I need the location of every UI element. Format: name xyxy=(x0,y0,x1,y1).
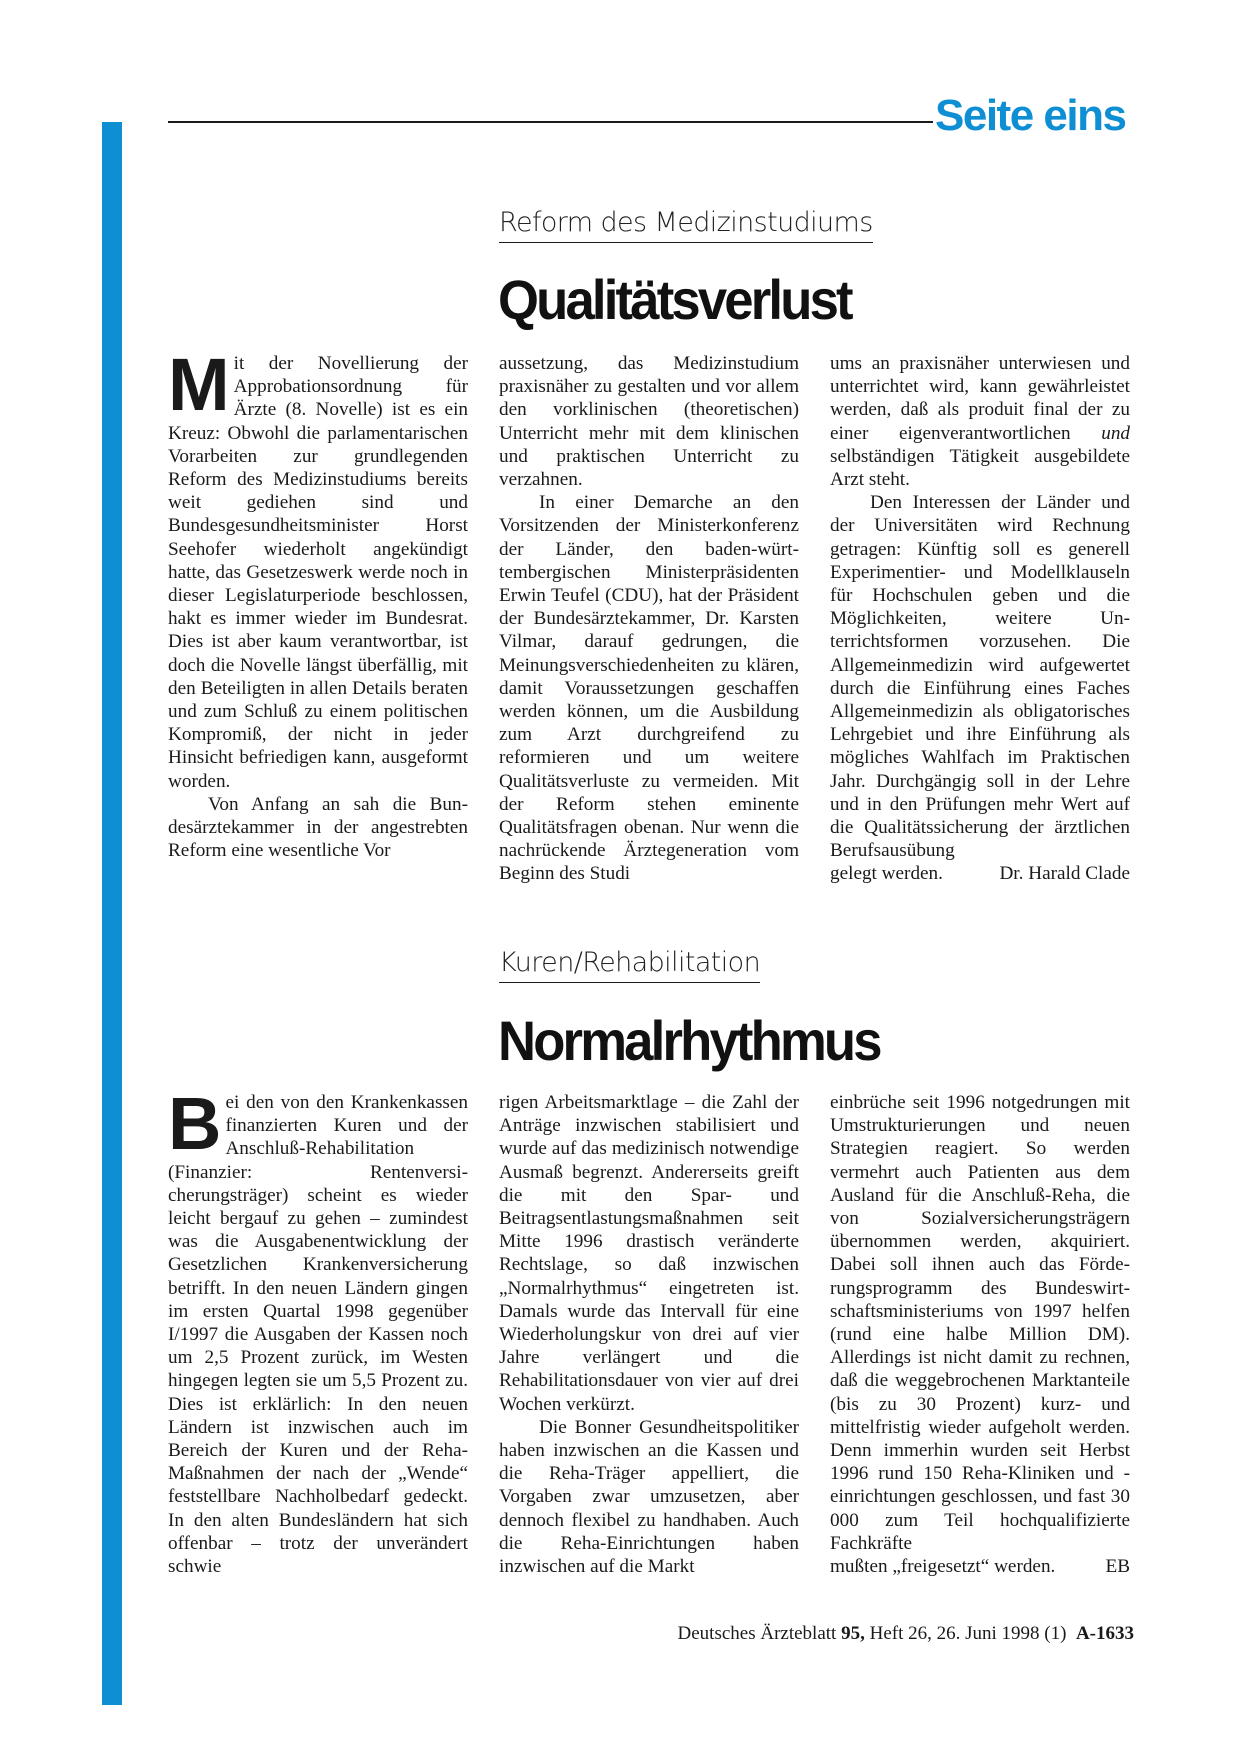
footer-volume: 95, xyxy=(841,1623,865,1644)
article2-column-1 xyxy=(168,1082,468,1578)
footer-page-number: A-1633 xyxy=(1075,1623,1134,1644)
accent-sidebar-bar xyxy=(102,122,122,1705)
article1-headline: Qualitätsverlust xyxy=(498,268,851,331)
article1-kicker: Reform des Medizinstudiums xyxy=(499,207,873,243)
article2-kicker: Kuren/Rehabilitation xyxy=(499,947,760,983)
article1-col2-paragraph-2: In einer Demarche an den Vorsitzenden der Ministerkonferenz der Länder, den baden-württembergischen Ministerpräsidenten Erwin Teufel (CDU), hat der Präsident der Bundesärztekammer, Dr. Karsten Vilmar, darauf gedrungen, die Meinungsverschiedenheiten zu klären, damit Voraussetzungen geschaffen werden können, um die Ausbildung zum Arzt durchgreifend zu reformieren und um weitere Qualitätsverluste zu vermeiden. Mit der Reform stehen eminente Qualitätsfragen obenan. Nur wenn die nachrückende Ärztegeneration vom Beginn des Studi xyxy=(499,492,799,885)
page-footer xyxy=(678,1623,1134,1645)
article1-col3-emphasis: und xyxy=(1101,422,1130,444)
article1-col1-paragraph-1: it der Novellierung der Approbationsordnung für Ärzte (8. Novelle) ist es ein Kreuz: Obwohl die parlamentarischen Vorarbeiten zur grundlegenden Reform des Medizinstudiums bereits weit gediehen sind und Bundesgesundheitsminister Horst Seehofer wiederholt angekündigt hatte, das Gesetzeswerk werde noch in dieser Legislaturperiode beschlossen, hakt es immer wieder im Bundesrat. Dies ist aber kaum verantwortbar, ist doch die Novelle längst überfällig, mit den Beteiligten in allen Details beraten und zum Schluß zu einem politischen Kompromiß, der nicht in jeder Hinsicht befriedigen kann, ausgeformt worden. xyxy=(168,353,468,792)
article1-author: Dr. Harald Clade xyxy=(999,863,1130,885)
article2-col2-paragraph-1: rigen Arbeitsmarktlage – die Zahl der Anträge inzwischen stabilisiert und wurde auf das medizinisch notwendige Ausmaß begrenzt. Andererseits greift die mit den Spar- und Beitragsentlastungsmaßnahmen seit Mitte 1996 drastisch veränderte Rechtslage, so daß inzwischen „Normalrhythmus“ eingetreten ist. Damals wurde das Intervall für eine Wiederholungskur von drei auf vier Jahre verlängert und die Rehabilitationsdauer von vier auf drei Wochen verkürzt. xyxy=(499,1092,799,1415)
article1-last-line: gelegt werden. xyxy=(830,863,943,885)
article1-col3-paragraph-1 xyxy=(830,352,1130,491)
article1-dropcap: M xyxy=(168,343,228,426)
article2-author: EB xyxy=(1105,1556,1130,1578)
article1-col1-paragraph-2: Von Anfang an sah die Bundesärztekammer in der angestrebten Reform eine wesentliche Vor xyxy=(168,793,468,862)
article2-byline-row xyxy=(830,1555,1130,1578)
article2-headline: Normalrhythmus xyxy=(498,1009,880,1072)
header-rule xyxy=(168,121,933,123)
article2-dropcap: B xyxy=(168,1082,220,1165)
article2-col2-paragraph-2: Die Bonner Gesundheitspolitiker haben inzwischen an die Kassen und die Reha-Träger appelliert, die Vorgaben zwar umzusetzen, aber dennoch flexibel zu handhaben. Auch die Reha-Einrichtungen haben inzwischen auf die Markt xyxy=(499,1416,799,1578)
article1-column-1 xyxy=(168,343,468,862)
article1-byline-row xyxy=(830,862,1130,885)
article1-column-3 xyxy=(830,352,1130,886)
article1-column-2 xyxy=(499,352,799,886)
article2-column-2 xyxy=(499,1091,799,1578)
footer-journal: Deutsches Ärzteblatt xyxy=(677,1623,837,1644)
section-title: Seite eins xyxy=(935,91,1126,140)
article1-col3-paragraph-2: Den Interessen der Länder und der Universitäten wird Rechnung getragen: Künftig soll es generell Experimentier- und Modellklauseln für Hochschulen geben und die Möglichkeiten, weitere Unterrichtsformen vorzusehen. Die Allgemeinmedizin wird aufgewertet durch die Einführung eines Faches Allgemeinmedizin als obligatorisches Lehrgebiet und ihre Einführung als mögliches Wahlfach im Praktischen Jahr. Durchgängig soll in der Lehre und in den Prüfungen mehr Wert auf die Qualitätssicherung der ärztlichen Berufsausübung xyxy=(830,492,1130,862)
article2-col1-paragraph-1: ei den von den Krankenkassen finanzierten Kuren und der Anschluß-Rehabilitation (Finanzier: Rentenversicherungsträger) scheint es wieder leicht bergauf zu gehen – zumindest was die Ausgabenentwicklung der Gesetzlichen Krankenversicherung betrifft. In den neuen Ländern gingen im ersten Quartal 1998 gegenüber I/1997 die Ausgaben der Kassen noch um 2,5 Prozent zurück, im Westen hingegen legten sie um 5,5 Prozent zu. Dies ist erklärlich: In den neuen Ländern ist inzwischen auch im Bereich der Kuren und der Reha-Maßnahmen der nach der „Wende“ feststellbare Nachholbedarf gedeckt. In den alten Bundesländern hat sich offenbar – trotz der unverändert schwie xyxy=(168,1092,468,1578)
article2-last-line: mußten „freigesetzt“ werden. xyxy=(830,1556,1056,1578)
article2-col3-paragraph-1: einbrüche seit 1996 notgedrungen mit Umstrukturierungen und neuen Strategien reagiert. So werden vermehrt auch Patienten aus dem Ausland für die Anschluß-Reha, die von Sozialversicherungsträgern übernommen werden, akquiriert. Dabei soll ihnen auch das Förderungsprogramm des Bundeswirtschaftsministeriums von 1997 helfen (rund eine halbe Million DM). Allerdings ist nicht damit zu rechnen, daß die weggebrochenen Marktanteile (bis zu 30 Prozent) kurz- und mittelfristig wieder aufgeholt werden. Denn immerhin wurden seit Herbst 1996 rund 150 Reha-Kliniken und -einrichtungen geschlossen, und fast 30 000 zum Teil hochqualifizierte Fachkräfte xyxy=(830,1092,1130,1554)
footer-issue: Heft 26, 26. Juni 1998 (1) xyxy=(869,1623,1067,1644)
article1-col3-text-a: ums an praxisnäher unterwiesen und unterrichtet wird, kann gewährleistet werden, daß als produit final der zu einer eigenverantwortlichen xyxy=(830,353,1130,444)
article1-col3-text-b: selbständigen Tätigkeit ausgebildete Arzt steht. xyxy=(830,445,1130,491)
article1-col2-paragraph-1: aussetzung, das Medizinstudium praxisnäher zu gestalten und vor allem den vorklinischen (theoretischen) Unterricht mehr mit dem klinischen und praktischen Unterricht zu verzahnen. xyxy=(499,353,799,491)
article2-column-3 xyxy=(830,1091,1130,1578)
